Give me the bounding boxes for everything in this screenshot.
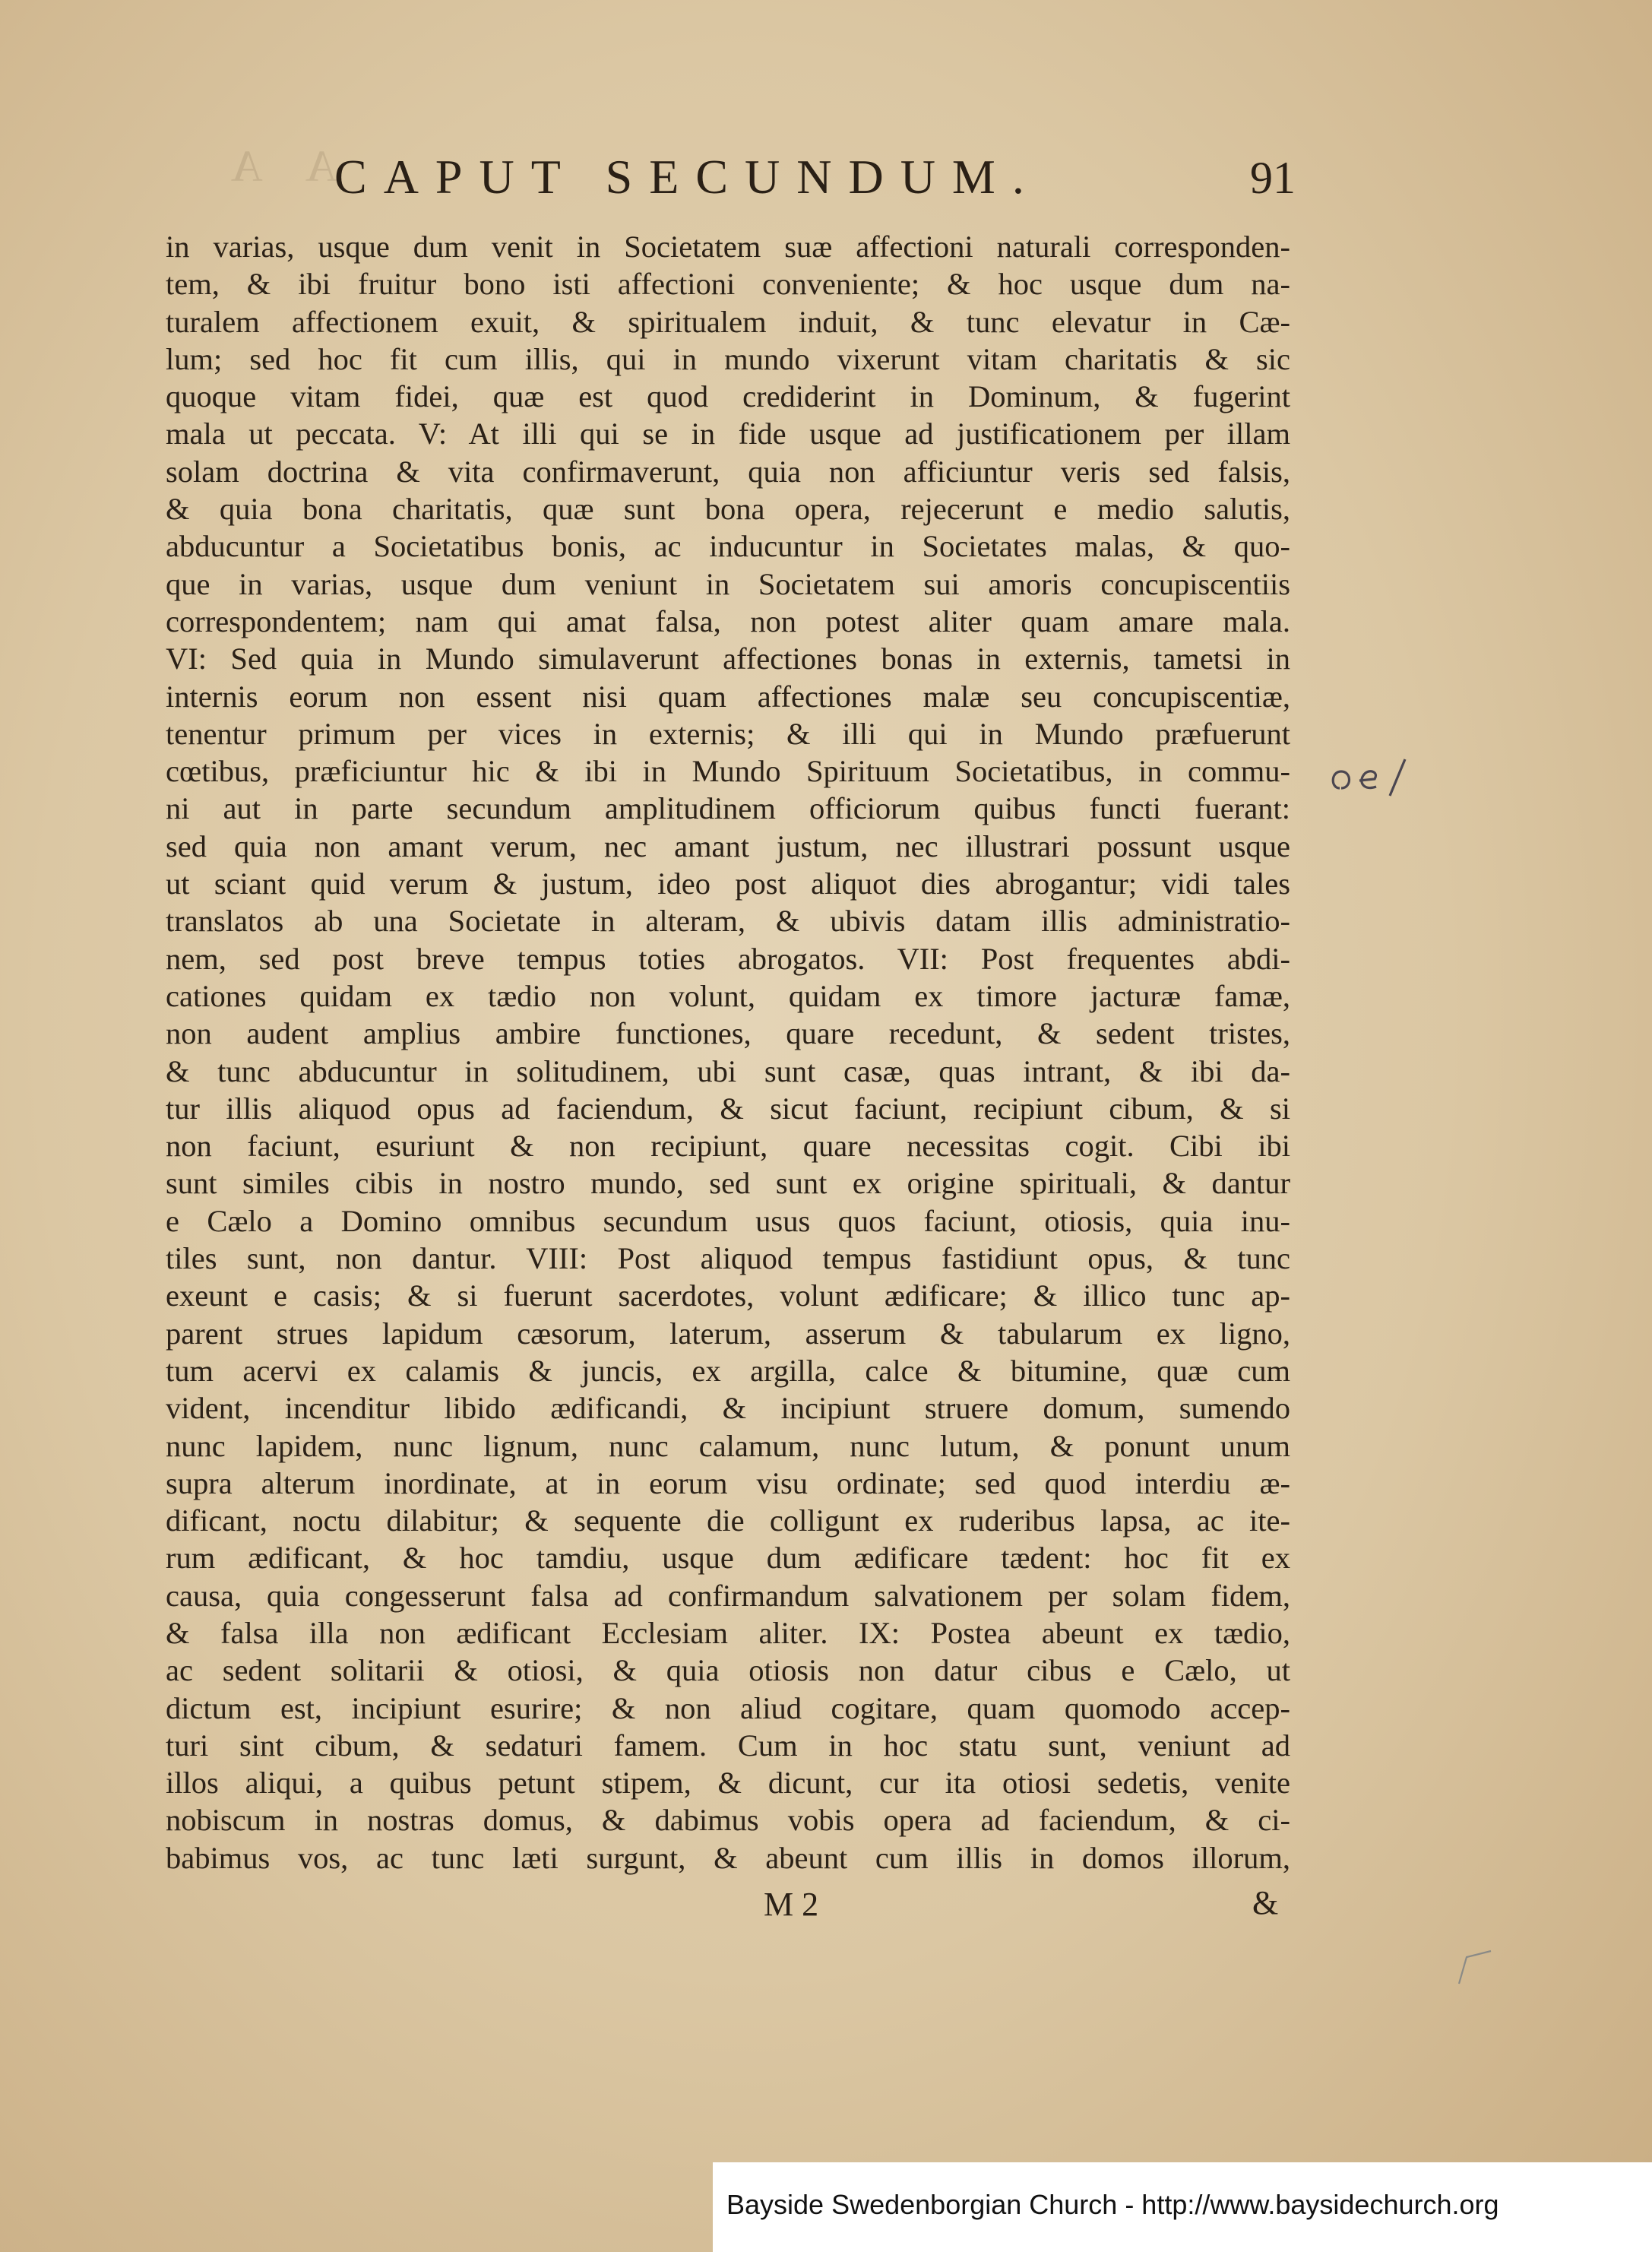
text-line: parent strues lapidum cæsorum, laterum, asserum & tabularum ex ligno, — [166, 1316, 1290, 1351]
body-text — [166, 228, 1290, 1877]
text-line: sunt similes cibis in nostro mundo, sed sunt ex origine spirituali, & dantur — [166, 1166, 1290, 1201]
text-line: ut sciant quid verum & justum, ideo post aliquot dies abrogantur; vidi tales — [166, 866, 1290, 901]
text-line: in varias, usque dum venit in Societatem suæ affectioni naturali corresponden- — [166, 230, 1290, 264]
text-line: quoque vitam fidei, quæ est quod crediderint in Dominum, & fugerint — [166, 379, 1290, 414]
text-line: exeunt e casis; & si fuerunt sacerdotes, volunt ædificare; & illico tunc ap- — [166, 1278, 1290, 1313]
text-line: cationes quidam ex tædio non volunt, quidam ex timore jacturæ famæ, — [166, 978, 1290, 1013]
text-line: ni aut in parte secundum amplitudinem officiorum quibus functi fuerant: — [166, 791, 1290, 826]
text-line: internis eorum non essent nisi quam affectiones malæ seu concupiscentiæ, — [166, 679, 1290, 714]
text-line: turalem affectionem exuit, & spiritualem induit, & tunc elevatur in Cæ- — [166, 304, 1290, 339]
text-line: tem, & ibi fruitur bono isti affectioni conveniente; & hoc usque dum na- — [166, 267, 1290, 302]
text-line: tur illis aliquod opus ad faciendum, & sicut faciunt, recipiunt cibum, & si — [166, 1091, 1290, 1126]
text-line: dificant, noctu dilabitur; & sequente die colligunt ex ruderibus lapsa, ac ite- — [166, 1503, 1290, 1538]
text-line: solam doctrina & vita confirmaverunt, quia non afficiuntur veris sed falsis, — [166, 454, 1290, 489]
text-line: non faciunt, esuriunt & non recipiunt, quare necessitas cogit. Cibi ibi — [166, 1129, 1290, 1164]
bleed-through-text: A A — [213, 141, 337, 191]
text-line: cœtibus, præficiuntur hic & ibi in Mundo Spirituum Societatibus, in commu- — [166, 754, 1290, 789]
text-line: e Cælo a Domino omnibus secundum usus quos faciunt, otiosis, quia inu- — [166, 1203, 1290, 1238]
handwritten-correction-mark — [1326, 749, 1417, 817]
text-line: tiles sunt, non dantur. VIII: Post aliquod tempus fastidiunt opus, & tunc — [166, 1241, 1290, 1276]
signature-mark: M 2 — [764, 1886, 819, 1923]
running-title: CAPUT SECUNDUM. — [334, 150, 1041, 204]
text-line: sed quia non amant verum, nec amant justum, nec illustrari possunt usque — [166, 828, 1290, 863]
text-line: turi sint cibum, & sedaturi famem. Cum in hoc statu sunt, veniunt ad — [166, 1728, 1290, 1763]
text-line: vident, incenditur libido ædificandi, & incipiunt struere domum, sumendo — [166, 1391, 1290, 1426]
text-line: nem, sed post breve tempus toties abrogatos. VII: Post frequentes abdi- — [166, 941, 1290, 976]
text-line: babimus vos, ac tunc læti surgunt, & abeunt cum illis in domos illorum, — [166, 1840, 1290, 1875]
text-line: tenentur primum per vices in externis; & illi qui in Mundo præfuerunt — [166, 716, 1290, 751]
text-line: correspondentem; nam qui amat falsa, non potest aliter quam amare mala. — [166, 603, 1290, 638]
text-line: supra alterum inordinate, at in eorum visu ordinate; sed quod interdiu æ- — [166, 1465, 1290, 1500]
text-line: causa, quia congesserunt falsa ad confirmandum salvationem per solam fidem, — [166, 1578, 1290, 1613]
text-line: nobiscum in nostras domus, & dabimus vobis opera ad faciendum, & ci- — [166, 1803, 1290, 1838]
text-line: dictum est, incipiunt esurire; & non aliud cogitare, quam quomodo accep- — [166, 1690, 1290, 1725]
text-line: abducuntur a Societatibus bonis, ac inducuntur in Societates malas, & quo- — [166, 529, 1290, 564]
text-line: translatos ab una Societate in alteram, & ubivis datam illis administratio- — [166, 904, 1290, 939]
text-line: VI: Sed quia in Mundo simulaverunt affectiones bonas in externis, tametsi in — [166, 641, 1290, 676]
catchword: & — [1252, 1884, 1279, 1921]
text-line: ac sedent solitarii & otiosi, & quia otiosis non datur cibus e Cælo, ut — [166, 1653, 1290, 1688]
text-line: nunc lapidem, nunc lignum, nunc calamum, nunc lutum, & ponunt unum — [166, 1428, 1290, 1463]
text-line: & falsa illa non ædificant Ecclesiam aliter. IX: Postea abeunt ex tædio, — [166, 1615, 1290, 1650]
text-line: & tunc abducuntur in solitudinem, ubi sunt casæ, quas intrant, & ibi da- — [166, 1053, 1290, 1088]
text-line: lum; sed hoc fit cum illis, qui in mundo vixerunt vitam charitatis & sic — [166, 341, 1290, 376]
text-line: mala ut peccata. V: At illi qui se in fide usque ad justificationem per illam — [166, 417, 1290, 451]
text-line: non audent amplius ambire functiones, quare recedunt, & sedent tristes, — [166, 1016, 1290, 1051]
page-number: 91 — [1250, 153, 1296, 203]
text-line: rum ædificant, & hoc tamdiu, usque dum ædificare tædent: hoc fit ex — [166, 1541, 1290, 1576]
credit-bar — [713, 2162, 1652, 2252]
faint-pencil-mark — [1444, 1942, 1505, 1995]
text-line: & quia bona charitatis, quæ sunt bona opera, rejecerunt e medio salutis, — [166, 492, 1290, 527]
text-line: tum acervi ex calamis & juncis, ex argilla, calce & bitumine, quæ cum — [166, 1353, 1290, 1388]
text-line: illos aliqui, a quibus petunt stipem, & dicunt, cur ita otiosi sedetis, venite — [166, 1766, 1290, 1801]
source-credit: Bayside Swedenborgian Church - http://www.baysidechurch.org — [726, 2189, 1499, 2220]
text-line: que in varias, usque dum veniunt in Societatem sui amoris concupiscentiis — [166, 566, 1290, 601]
